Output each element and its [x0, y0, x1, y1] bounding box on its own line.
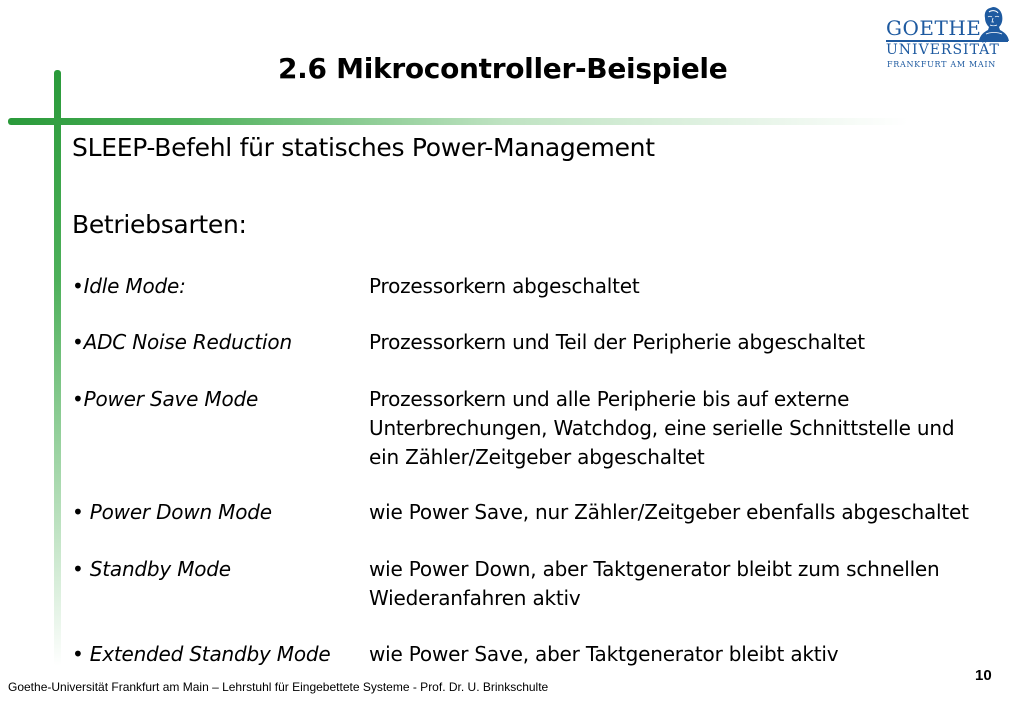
mode-term	[72, 328, 292, 357]
mode-term-label: ADC Noise Reduction	[83, 330, 292, 354]
mode-description-line: wie Power Save, aber Taktgenerator bleibt aktiv	[369, 642, 839, 666]
mode-term-label: Power Save Mode	[83, 387, 259, 411]
university-logo	[884, 4, 1012, 74]
mode-term-label: Idle Mode:	[83, 274, 186, 298]
mode-description	[369, 555, 940, 613]
mode-description-line: Wiederanfahren aktiv	[369, 586, 581, 610]
mode-term	[72, 385, 258, 414]
page-number: 10	[975, 667, 992, 684]
bullet: •	[72, 330, 84, 354]
mode-description	[369, 385, 954, 472]
subtitle: SLEEP-Befehl für statisches Power-Management	[72, 133, 655, 162]
mode-term-label: Extended Standby Mode	[83, 642, 331, 666]
mode-term	[72, 272, 186, 301]
bullet: •	[72, 500, 84, 524]
mode-term-label: Standby Mode	[83, 557, 231, 581]
logo-line-universitaet: UNIVERSITÄT	[886, 42, 1000, 58]
mode-description-line: Prozessorkern abgeschaltet	[369, 274, 640, 298]
green-vertical-bar	[54, 70, 61, 666]
bullet: •	[72, 557, 84, 581]
mode-description-line: Unterbrechungen, Watchdog, eine serielle Schnittstelle und	[369, 416, 955, 440]
logo-line-goethe: GOETHE	[886, 16, 982, 40]
mode-description	[369, 272, 640, 301]
logo-line-frankfurt: FRANKFURT AM MAIN	[887, 60, 996, 69]
green-horizontal-bar	[8, 118, 908, 125]
slide-title: 2.6 Mikrocontroller-Beispiele	[278, 52, 728, 85]
mode-description-line: wie Power Save, nur Zähler/Zeitgeber ebenfalls abgeschaltet	[369, 500, 969, 524]
mode-description	[369, 328, 865, 357]
bullet: •	[72, 387, 84, 411]
mode-term	[72, 555, 231, 584]
bullet: •	[72, 274, 84, 298]
mode-term-label: Power Down Mode	[83, 500, 272, 524]
mode-description-line: Prozessorkern und alle Peripherie bis auf externe	[369, 387, 850, 411]
section-heading: Betriebsarten:	[72, 210, 247, 239]
mode-term	[72, 498, 272, 527]
mode-description-line: Prozessorkern und Teil der Peripherie abgeschaltet	[369, 330, 865, 354]
mode-description	[369, 640, 838, 669]
mode-description-line: wie Power Down, aber Taktgenerator bleibt zum schnellen	[369, 557, 940, 581]
mode-term	[72, 640, 330, 669]
mode-description-line: ein Zähler/Zeitgeber abgeschaltet	[369, 445, 705, 469]
goethe-bust-icon	[976, 4, 1012, 42]
footer-text: Goethe-Universität Frankfurt am Main – Lehrstuhl für Eingebettete Systeme - Prof. Dr. U. Brinkschulte	[8, 680, 549, 694]
mode-description	[369, 498, 969, 527]
bullet: •	[72, 642, 84, 666]
